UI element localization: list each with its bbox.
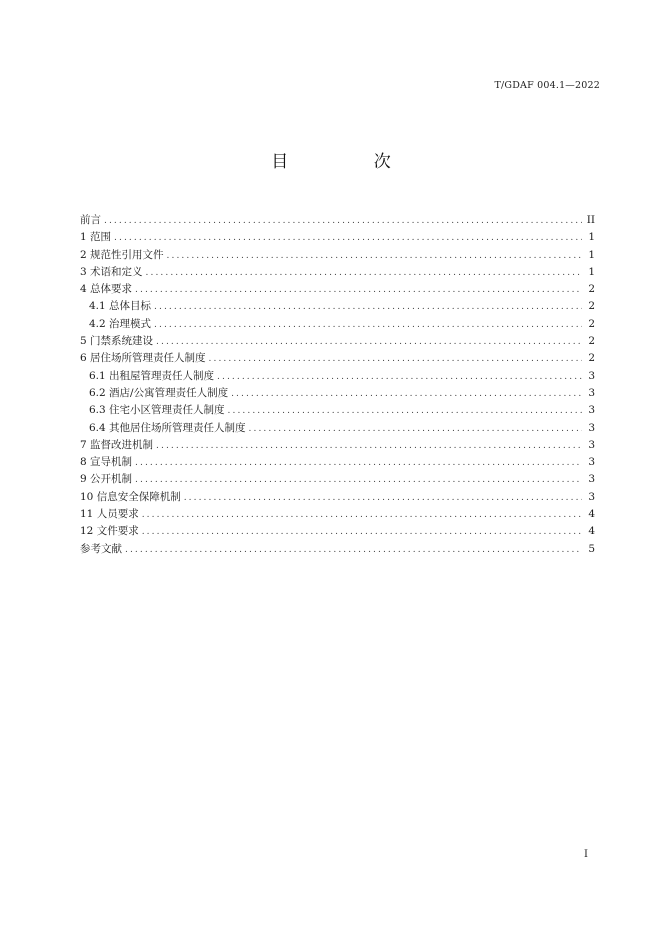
toc-entry-page: 2 xyxy=(588,335,595,348)
toc-entry-page: 4 xyxy=(588,508,595,521)
toc-entry-page: 3 xyxy=(588,456,595,469)
toc-entry-page: 1 xyxy=(588,265,595,278)
toc-entry-page: 1 xyxy=(588,248,595,261)
toc-entry-label: 5 门禁系统建设 xyxy=(80,335,154,348)
toc-entry-page: 4 xyxy=(588,525,595,538)
toc-dot-leader xyxy=(154,299,582,315)
toc-entry[interactable] xyxy=(80,281,595,298)
toc-entry-label: 6 居住场所管理责任人制度 xyxy=(80,352,206,365)
toc-entry-page: 3 xyxy=(588,386,595,399)
toc-entry-label: 10 信息安全保障机制 xyxy=(80,490,181,503)
table-of-contents xyxy=(80,212,595,558)
toc-entry[interactable] xyxy=(80,489,595,506)
toc-entry[interactable] xyxy=(80,229,595,246)
toc-entry[interactable] xyxy=(80,541,595,558)
toc-entry[interactable] xyxy=(80,212,595,229)
toc-entry-page: 3 xyxy=(588,473,595,486)
toc-entry-label: 12 文件要求 xyxy=(80,525,139,538)
toc-entry-label: 6.3 住宅小区管理责任人制度 xyxy=(89,404,225,417)
toc-dot-leader xyxy=(217,369,582,385)
toc-entry-label: 9 公开机制 xyxy=(80,473,133,486)
toc-dot-leader xyxy=(104,213,582,229)
page-number: I xyxy=(584,849,588,860)
toc-entry-page: 3 xyxy=(588,421,595,434)
toc-entry-label: 4.2 治理模式 xyxy=(89,317,152,330)
toc-dot-leader xyxy=(156,438,582,454)
toc-entry[interactable] xyxy=(80,506,595,523)
toc-entry[interactable] xyxy=(80,471,595,488)
toc-entry[interactable] xyxy=(80,523,595,540)
toc-dot-leader xyxy=(184,490,582,506)
page-title: 目 次 xyxy=(271,152,431,172)
toc-dot-leader xyxy=(142,524,582,540)
toc-entry-label: 4 总体要求 xyxy=(80,283,133,296)
toc-entry-page: 3 xyxy=(588,404,595,417)
toc-entry-page: 3 xyxy=(588,369,595,382)
toc-entry-label: 6.1 出租屋管理责任人制度 xyxy=(89,369,215,382)
toc-dot-leader xyxy=(249,421,582,437)
toc-entry-page: 3 xyxy=(588,490,595,503)
toc-entry-page: 3 xyxy=(588,438,595,451)
toc-entry-page: II xyxy=(586,214,595,226)
toc-entry-label: 2 规范性引用文件 xyxy=(80,248,164,261)
toc-entry-page: 2 xyxy=(588,352,595,365)
toc-dot-leader xyxy=(114,230,582,246)
toc-entry[interactable] xyxy=(80,420,595,437)
document-code: T/GDAF 004.1—2022 xyxy=(494,80,600,91)
toc-entry[interactable] xyxy=(80,368,595,385)
toc-dot-leader xyxy=(142,507,582,523)
toc-entry-label: 11 人员要求 xyxy=(80,508,139,521)
toc-dot-leader xyxy=(135,282,582,298)
toc-dot-leader xyxy=(146,265,582,281)
toc-dot-leader xyxy=(135,455,582,471)
toc-entry[interactable] xyxy=(80,247,595,264)
toc-dot-leader xyxy=(154,317,582,333)
toc-entry-page: 1 xyxy=(588,231,595,244)
toc-dot-leader xyxy=(167,248,582,264)
toc-dot-leader xyxy=(135,472,582,488)
toc-entry[interactable] xyxy=(80,402,595,419)
toc-entry[interactable] xyxy=(80,437,595,454)
toc-entry-label: 1 范围 xyxy=(80,231,112,244)
toc-dot-leader xyxy=(209,351,582,367)
toc-entry-label: 4.1 总体目标 xyxy=(89,300,152,313)
toc-entry[interactable] xyxy=(80,316,595,333)
toc-entry-label: 6.2 酒店/公寓管理责任人制度 xyxy=(89,386,229,399)
toc-entry-label: 8 宣导机制 xyxy=(80,456,133,469)
toc-dot-leader xyxy=(156,334,582,350)
toc-entry-page: 2 xyxy=(588,317,595,330)
toc-entry[interactable] xyxy=(80,454,595,471)
toc-entry[interactable] xyxy=(80,264,595,281)
toc-dot-leader xyxy=(228,403,582,419)
toc-entry-page: 2 xyxy=(588,283,595,296)
toc-entry-label: 3 术语和定义 xyxy=(80,265,143,278)
toc-entry[interactable] xyxy=(80,298,595,315)
toc-entry-label: 6.4 其他居住场所管理责任人制度 xyxy=(89,421,246,434)
toc-dot-leader xyxy=(125,542,582,558)
toc-entry[interactable] xyxy=(80,385,595,402)
toc-entry[interactable] xyxy=(80,333,595,350)
toc-entry-label: 7 监督改进机制 xyxy=(80,438,154,451)
toc-dot-leader xyxy=(231,386,582,402)
toc-entry-page: 2 xyxy=(588,300,595,313)
toc-entry-label: 前言 xyxy=(80,214,101,226)
toc-entry-label: 参考文献 xyxy=(80,542,122,555)
toc-entry[interactable] xyxy=(80,350,595,367)
toc-entry-page: 5 xyxy=(588,542,595,555)
